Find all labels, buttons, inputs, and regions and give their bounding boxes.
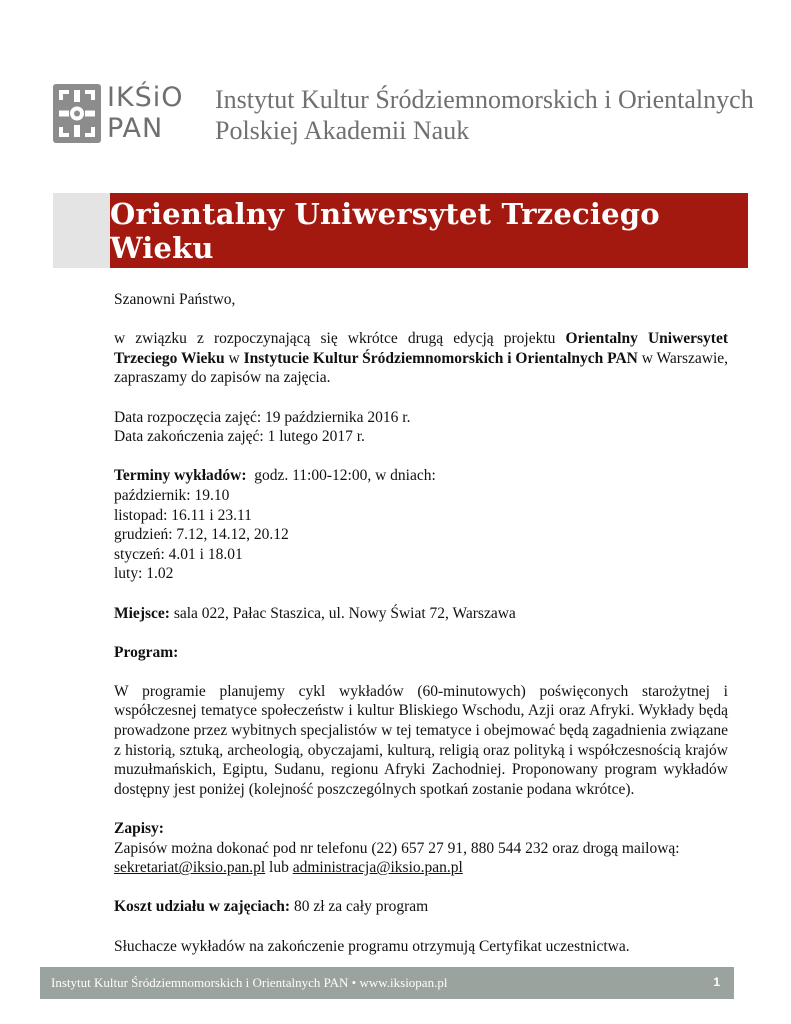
enrollment-text: Zapisów można dokonać pod nr telefonu (22) 657 27 91, 880 544 232 oraz drogą mailową: [114, 839, 680, 857]
enrollment-label-text: Zapisy: [114, 820, 164, 838]
program-text: W programie planujemy cykl wykładów (60-minutowych) poświęconych starożytnej i współczesnej tematyce społeczeństw i kultur Bliskiego Wschodu, Azji oraz Afryki. Wykłady będą prowadzone przez wybitnych specjalistów w tej tematyce i obejmować będą zagadnienia związane z historią, sztuką, archeologią, obyczajami, kulturą, religią oraz polityką i współczesnością krajów muzułmańskich, Egiptu, Sudanu, regionu Afryki Zachodniej. Proponowany program wykładów dostępny jest poniżej (kolejność poszczególnych spotkań zostanie podana wkrótce). [114, 682, 728, 798]
banner-title: Orientalny Uniwersytet Trzeciego Wieku [110, 196, 660, 265]
email-link-administration[interactable]: administracja@iksio.pan.pl [292, 859, 463, 877]
institute-ref: Instytucie Kultur Śródziemnomorskich i Orientalnych PAN [243, 349, 638, 367]
letter-body [114, 290, 728, 956]
page-number: 1 [713, 975, 720, 989]
intro-text-2: w [224, 349, 244, 367]
end-date: Data zakończenia zajęć: 1 lutego 2017 r. [114, 428, 365, 446]
program-label [114, 643, 728, 663]
project-name: Orientalny Uniwersytet Trzeciego Wieku [114, 330, 729, 367]
place-value: sala 022, Pałac Staszica, ul. Nowy Świat 72, Warszawa [169, 604, 516, 622]
enrollment-label [114, 819, 728, 839]
cost-value: 80 zł za cały program [290, 898, 429, 916]
start-date: Data rozpoczęcia zajęć: 19 października 2016 r. [114, 408, 411, 426]
schedule-month: luty: 1.02 [114, 565, 174, 583]
place-label: Miejsce: [114, 604, 170, 622]
schedule-month: październik: 19.10 [114, 486, 230, 504]
schedule-hours: godz. 11:00-12:00, w dniach: [246, 467, 436, 485]
email-link-secretariat[interactable]: sekretariat@iksio.pan.pl [114, 859, 266, 877]
cost-label: Koszt udziału w zajęciach: [114, 898, 291, 916]
schedule-month: styczeń: 4.01 i 18.01 [114, 545, 243, 563]
logo-line-1: IKŚiO [107, 82, 184, 113]
page-footer [40, 967, 734, 999]
institute-name [215, 84, 754, 146]
footer-text: Instytut Kultur Śródziemnomorskich i Orientalnych PAN • www.iksiopan.pl [51, 975, 448, 990]
logo-wordmark [107, 82, 184, 144]
schedule-month: grudzień: 7.12, 14.12, 20.12 [114, 526, 289, 544]
banner-accent [53, 193, 110, 268]
institute-name-line-1: Instytut Kultur Śródziemnomorskich i Orientalnych [215, 85, 754, 114]
greeting: Szanowni Państwo, [114, 291, 236, 308]
intro-paragraph [114, 329, 728, 388]
intro-text-3: w Warszawie, zapraszamy do zapisów na zajęcia. [114, 349, 729, 387]
cost-line [114, 897, 728, 917]
certificate-note: Słuchacze wykładów na zakończenie programu otrzymują Certyfikat uczestnictwa. [114, 937, 630, 955]
institute-logo-icon [53, 84, 101, 143]
intro-text-1: w związku z rozpoczynającą się wkrótce drugą edycją projektu [114, 330, 566, 348]
email-connector: lub [265, 859, 293, 877]
program-label-text: Program: [114, 643, 179, 661]
title-banner [110, 193, 748, 268]
schedule-label: Terminy wykładów: [114, 467, 247, 485]
schedule-month: listopad: 16.11 i 23.11 [114, 506, 252, 524]
institute-name-line-2: Polskiej Akademii Nauk [215, 116, 470, 145]
place-line [114, 604, 728, 624]
schedule-heading [114, 466, 728, 486]
logo-line-2: PAN [107, 113, 164, 144]
enrollment-emails [114, 858, 728, 878]
